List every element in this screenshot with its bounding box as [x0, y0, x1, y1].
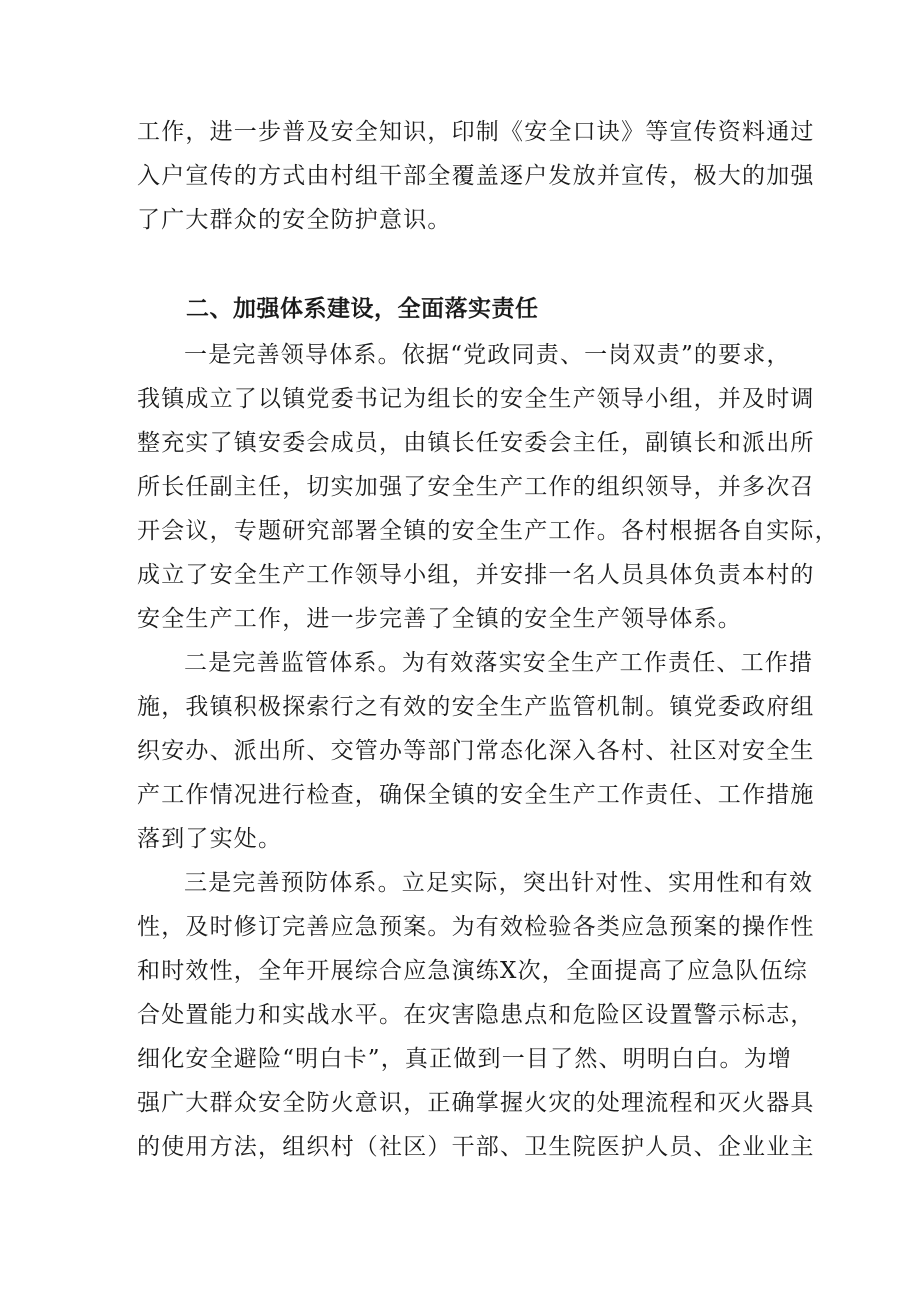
- text-line: 安全生产工作，进一步完善了全镇的安全生产领导体系。: [137, 606, 742, 632]
- text-line: 强广大群众安全防火意识，正确掌握火灾的处理流程和灭火器具: [137, 1090, 815, 1116]
- text-line: 性，及时修订完善应急预案。为有效检验各类应急预案的操作性: [137, 914, 815, 940]
- text-line: 织安办、派出所、交管办等部门常态化深入各村、社区对安全生: [137, 738, 815, 764]
- text-line: 成立了安全生产工作领导小组，并安排一名人员具体负责本村的: [137, 562, 815, 588]
- text-line: 工作，进一步普及安全知识，印制《安全口诀》等宣传资料通过: [137, 119, 815, 145]
- text-line: 整充实了镇安委会成员，由镇长任安委会主任，副镇长和派出所: [137, 430, 815, 456]
- text-line: 施，我镇积极探索行之有效的安全生产监管机制。镇党委政府组: [137, 694, 815, 720]
- section-heading: 二、加强体系建设，全面落实责任: [186, 296, 539, 322]
- text-line: 三是完善预防体系。立足实际，突出针对性、实用性和有效: [184, 870, 814, 896]
- text-line: 所长任副主任，切实加强了安全生产工作的组织领导，并多次召: [137, 474, 815, 500]
- text-line: 一是完善领导体系。依据“党政同责、一岗双责”的要求，: [184, 342, 791, 368]
- text-line: 产工作情况进行检查，确保全镇的安全生产工作责任、工作措施: [137, 782, 815, 808]
- text-line: 的使用方法，组织村（社区）干部、卫生院医护人员、企业业主: [137, 1134, 815, 1160]
- text-line: 入户宣传的方式由村组干部全覆盖逐户发放并宣传，极大的加强: [137, 163, 815, 189]
- text-line: 细化安全避险“明白卡”，真正做到一目了然、明明白白。为增: [137, 1046, 793, 1072]
- text-line: 和时效性，全年开展综合应急演练X次，全面提高了应急队伍综: [137, 958, 808, 984]
- text-line: 落到了实处。: [137, 826, 283, 852]
- text-line: 我镇成立了以镇党委书记为组长的安全生产领导小组，并及时调: [137, 386, 815, 412]
- text-line: 二是完善监管体系。为有效落实安全生产工作责任、工作措: [184, 650, 814, 676]
- text-line: 了广大群众的安全防护意识。: [137, 207, 452, 233]
- text-line: 开会议，专题研究部署全镇的安全生产工作。各村根据各自实际，: [137, 518, 839, 544]
- text-line: 合处置能力和实战水平。在灾害隐患点和危险区设置警示标志，: [137, 1002, 815, 1028]
